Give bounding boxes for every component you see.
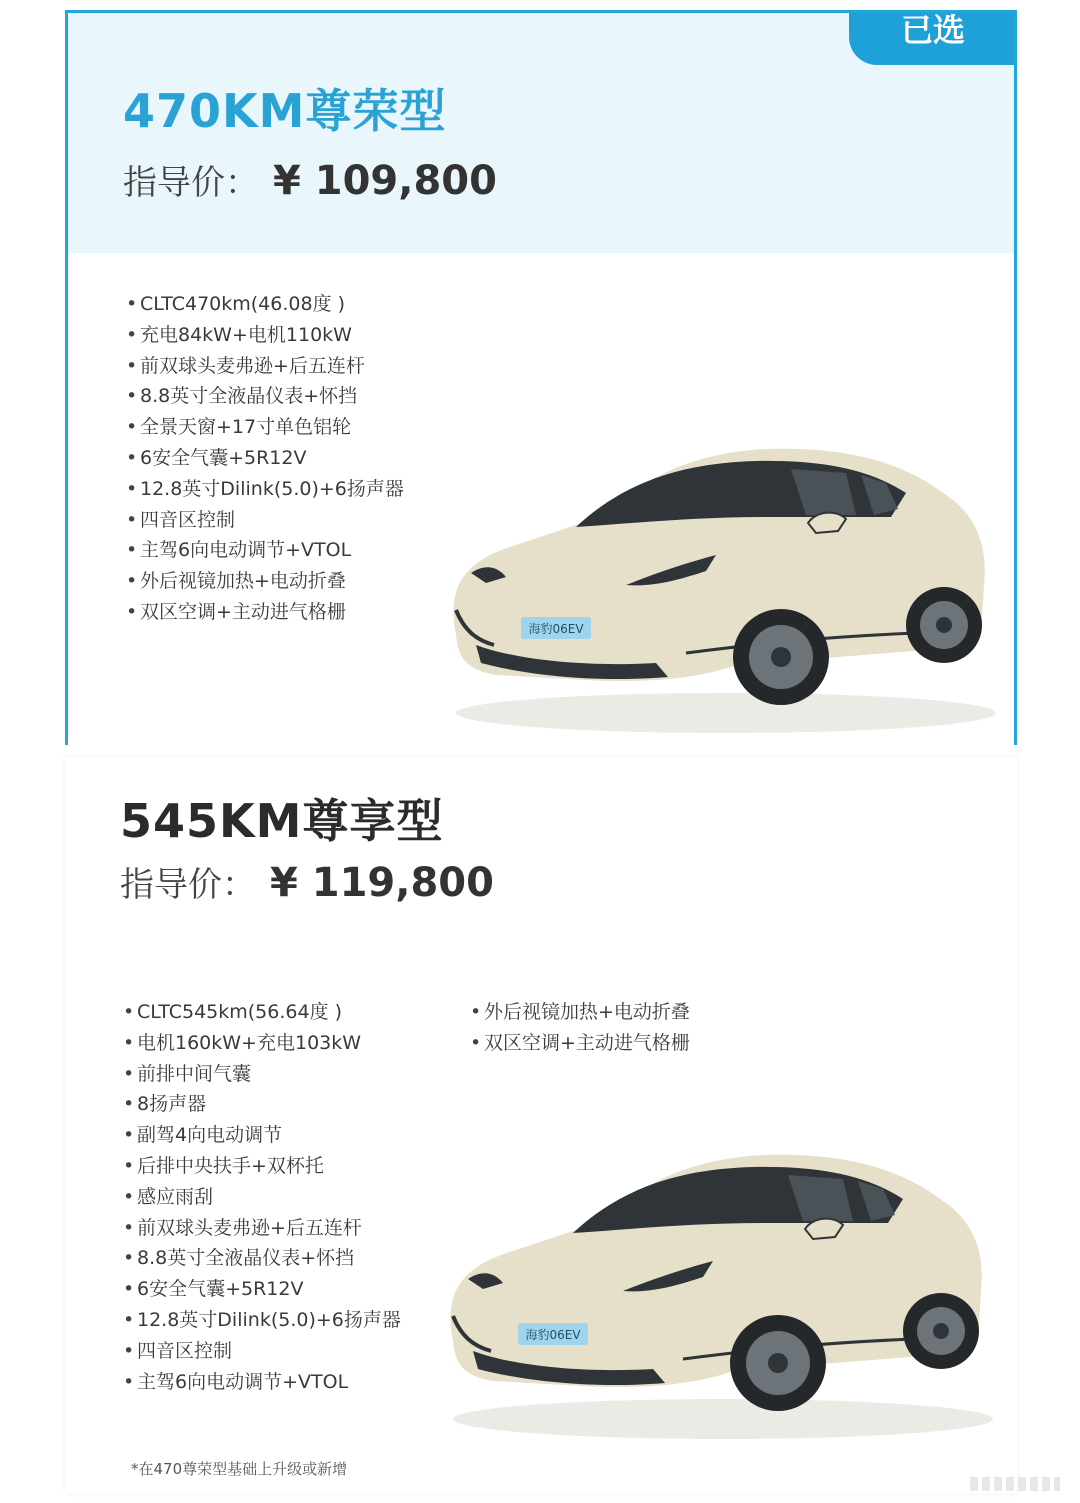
feature-item: • CLTC545km(56.64度 ) — [123, 997, 401, 1028]
variant-card-545[interactable] — [65, 757, 1017, 1493]
feature-list-col1 — [123, 997, 401, 1397]
feature-item: • 前双球头麦弗逊+后五连杆 — [126, 351, 404, 382]
feature-item: • 6安全气囊+5R12V — [126, 443, 404, 474]
feature-item: • 8.8英寸全液晶仪表+怀挡 — [123, 1243, 401, 1274]
feature-item: • 双区空调+主动进气格栅 — [470, 1028, 690, 1059]
plate-text: 海豹06EV — [525, 1328, 581, 1342]
feature-item: • 四音区控制 — [123, 1336, 401, 1367]
feature-item: • 双区空调+主动进气格栅 — [126, 597, 404, 628]
variant-card-470-selected[interactable] — [65, 10, 1017, 745]
feature-item: • 四音区控制 — [126, 505, 404, 536]
price-value: ¥ 119,800 — [270, 860, 494, 906]
feature-item: • 后排中央扶手+双杯托 — [123, 1151, 401, 1182]
selected-badge: 已选 — [849, 10, 1017, 65]
price-value: ¥ 109,800 — [273, 158, 497, 204]
feature-item: • 主驾6向电动调节+VTOL — [126, 535, 404, 566]
car-image — [433, 1141, 993, 1441]
variant-title: 545KM尊享型 — [120, 794, 444, 848]
feature-item: • 充电84kW+电机110kW — [126, 320, 404, 351]
variant-title: 470KM尊荣型 — [123, 84, 447, 138]
feature-list — [126, 289, 404, 628]
price-row — [120, 857, 494, 906]
feature-item: • 副驾4向电动调节 — [123, 1120, 401, 1151]
watermark — [970, 1477, 1060, 1491]
feature-item: • 8扬声器 — [123, 1089, 401, 1120]
price-label: 指导价： — [123, 163, 259, 203]
feature-item: • 电机160kW+充电103kW — [123, 1028, 401, 1059]
feature-item: • 12.8英寸Dilink(5.0)+6扬声器 — [123, 1305, 401, 1336]
feature-item: • 感应雨刮 — [123, 1182, 401, 1213]
plate-text: 海豹06EV — [528, 622, 584, 636]
feature-item: • 外后视镜加热+电动折叠 — [470, 997, 690, 1028]
feature-item: • 12.8英寸Dilink(5.0)+6扬声器 — [126, 474, 404, 505]
feature-item: • 主驾6向电动调节+VTOL — [123, 1367, 401, 1398]
feature-item: • CLTC470km(46.08度 ) — [126, 289, 404, 320]
feature-item: • 全景天窗+17寸单色铝轮 — [126, 412, 404, 443]
feature-item: • 8.8英寸全液晶仪表+怀挡 — [126, 381, 404, 412]
price-label: 指导价： — [120, 865, 256, 905]
feature-list-col2 — [470, 997, 690, 1059]
car-image — [436, 435, 996, 735]
feature-item: • 前排中间气囊 — [123, 1059, 401, 1090]
footnote: *在470尊荣型基础上升级或新增 — [131, 1460, 348, 1478]
feature-item: • 6安全气囊+5R12V — [123, 1274, 401, 1305]
price-row — [123, 155, 497, 204]
feature-item: • 外后视镜加热+电动折叠 — [126, 566, 404, 597]
feature-item: • 前双球头麦弗逊+后五连杆 — [123, 1213, 401, 1244]
